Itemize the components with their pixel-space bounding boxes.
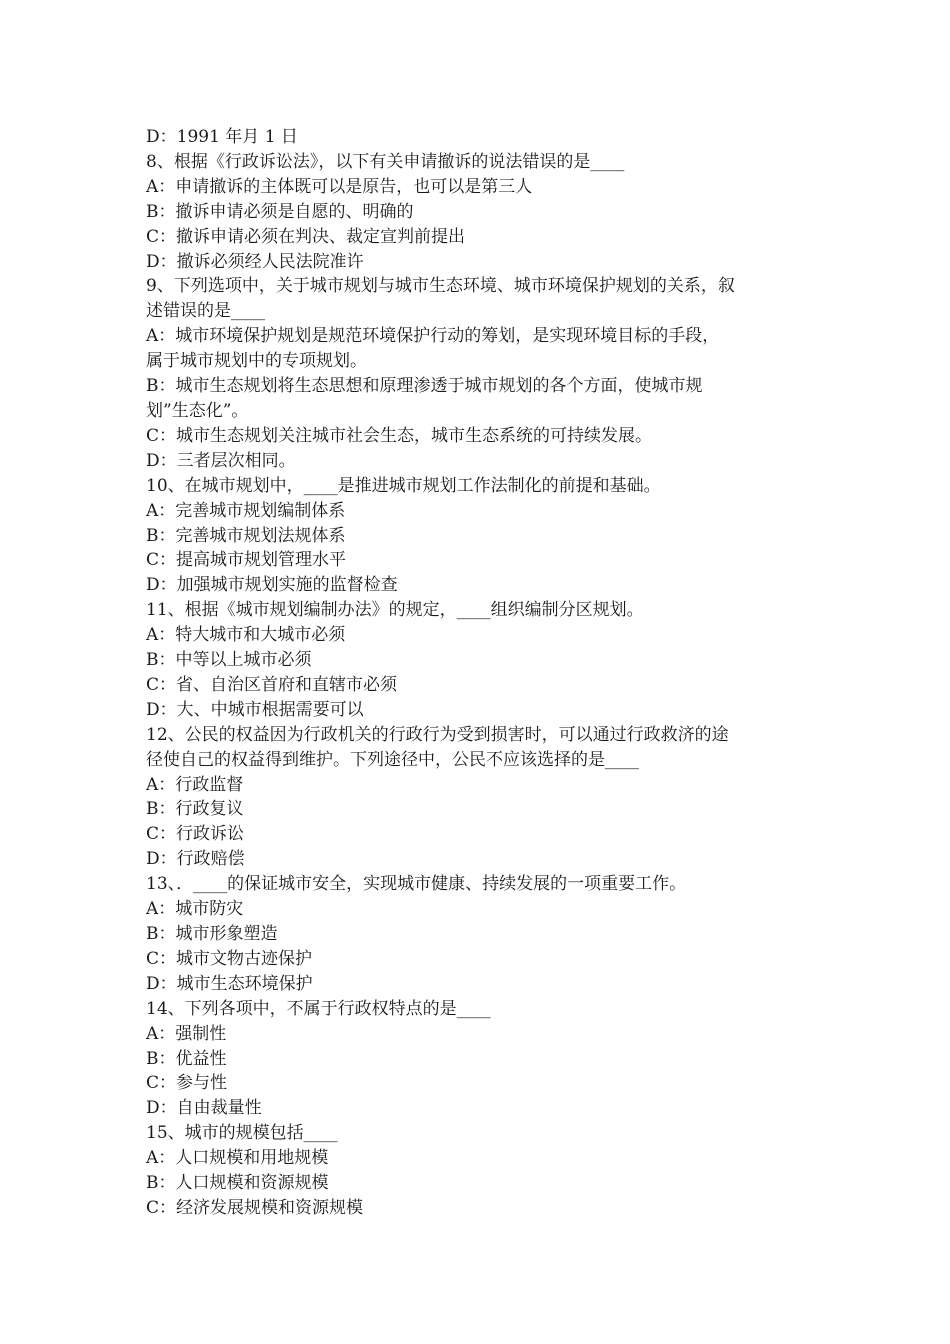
option-line: D：自由裁量性 xyxy=(146,1098,262,1119)
option-line: D：加强城市规划实施的监督检查 xyxy=(146,575,398,596)
option-line: C：撤诉申请必须在判决、裁定宣判前提出 xyxy=(146,226,466,247)
option-line: C：参与性 xyxy=(146,1073,228,1094)
option-line: B：中等以上城市必须 xyxy=(146,650,312,671)
question-stem-line: 15、城市的规模包括____ xyxy=(146,1123,338,1144)
question-block xyxy=(146,872,816,997)
option-line: 属于城市规划中的专项规划。 xyxy=(146,351,367,372)
option-line: B：行政复议 xyxy=(146,799,244,820)
option-line: D：城市生态环境保护 xyxy=(146,973,313,994)
question-block xyxy=(146,150,816,275)
question-list xyxy=(146,150,816,1221)
question-stem-line: 述错误的是____ xyxy=(146,301,265,322)
option-line: D：大、中城市根据需要可以 xyxy=(146,699,364,720)
question-block xyxy=(146,274,816,473)
question-block xyxy=(146,598,816,723)
option-line: B：撤诉申请必须是自愿的、明确的 xyxy=(146,201,414,222)
option-line: C：经济发展规模和资源规模 xyxy=(146,1197,364,1218)
option-line: A：城市防灾 xyxy=(146,899,244,920)
option-line: C：提高城市规划管理水平 xyxy=(146,550,347,571)
option-line: D：三者层次相同。 xyxy=(146,450,296,471)
option-line: A：特大城市和大城市必须 xyxy=(146,625,346,646)
option-line: A：行政监督 xyxy=(146,774,244,795)
option-line: C：行政诉讼 xyxy=(146,824,245,845)
option-line: C：省、自治区首府和直辖市必须 xyxy=(146,674,398,695)
question-block xyxy=(146,723,816,872)
question-stem-line: 14、下列各项中，不属于行政权特点的是____ xyxy=(146,998,491,1019)
question-stem-line: 8、根据《行政诉讼法》，以下有关申请撤诉的说法错误的是____ xyxy=(146,151,625,172)
option-line: D：1991 年月 1 日 xyxy=(146,127,298,147)
question-block xyxy=(146,474,816,599)
option-line: D：行政赔偿 xyxy=(146,849,245,870)
question-stem-line: 11、根据《城市规划编制办法》的规定，____组织编制分区规划。 xyxy=(146,600,644,621)
option-line: A：人口规模和用地规模 xyxy=(146,1148,329,1169)
option-line: B：城市生态规划将生态思想和原理渗透于城市规划的各个方面，使城市规 xyxy=(146,376,703,397)
option-line: B：人口规模和资源规模 xyxy=(146,1173,329,1194)
question-stem-line: 径使自己的权益得到维护。下列途径中，公民不应该选择的是____ xyxy=(146,749,639,770)
question-block xyxy=(146,997,816,1122)
question-stem-line: 13、．____的保证城市安全，实现城市健康、持续发展的一项重要工作。 xyxy=(146,874,687,895)
option-line: A：申请撤诉的主体既可以是原告，也可以是第三人 xyxy=(146,176,533,197)
option-line: 划”生态化”。 xyxy=(146,400,249,421)
question-stem-line: 12、公民的权益因为行政机关的行政行为受到损害时，可以通过行政救济的途 xyxy=(146,724,729,745)
option-line: C：城市生态规划关注城市社会生态，城市生态系统的可持续发展。 xyxy=(146,425,653,446)
option-line: B：优益性 xyxy=(146,1048,227,1069)
option-line: A：完善城市规划编制体系 xyxy=(146,500,346,521)
question-block xyxy=(146,1121,816,1221)
question-stem-line: 9、下列选项中，关于城市规划与城市生态环境、城市环境保护规划的关系，叙 xyxy=(146,276,735,297)
option-line: C：城市文物古迹保护 xyxy=(146,948,313,969)
option-line: B：完善城市规划法规体系 xyxy=(146,525,346,546)
question-stem-line: 10、在城市规划中，____是推进城市规划工作法制化的前提和基础。 xyxy=(146,475,661,496)
option-line: B：城市形象塑造 xyxy=(146,924,278,944)
option-line: A：城市环境保护规划是规范环境保护行动的筹划，是实现环境目标的手段， xyxy=(146,326,720,347)
option-line: D：撤诉必须经人民法院准许 xyxy=(146,251,364,272)
option-line: A：强制性 xyxy=(146,1023,227,1044)
document-page xyxy=(146,125,816,1221)
